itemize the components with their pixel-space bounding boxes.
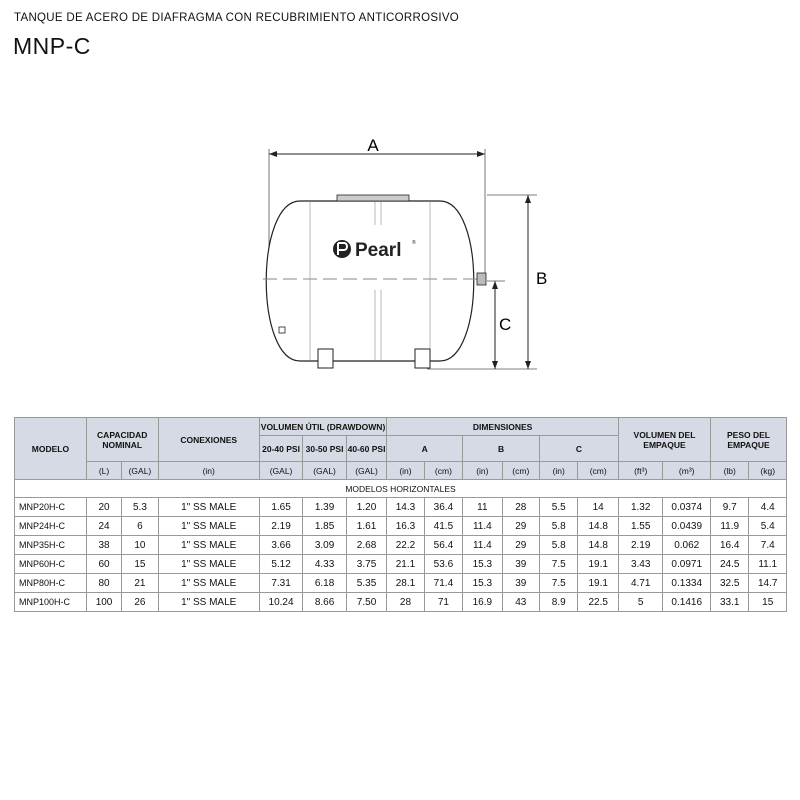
table-cell: 33.1	[711, 593, 749, 612]
unit-cell: (GAL)	[346, 462, 386, 480]
table-cell: 20	[86, 498, 121, 517]
section-label: MODELOS HORIZONTALES	[15, 480, 787, 498]
table-row	[15, 574, 787, 593]
table-cell: 5.12	[259, 555, 303, 574]
dim-c-label: C	[499, 315, 512, 334]
unit-cell: (L)	[86, 462, 121, 480]
dim-a-label: A	[367, 136, 379, 155]
header-modelo: MODELO	[15, 418, 87, 480]
unit-cell: (ft³)	[618, 462, 663, 480]
table-row	[15, 517, 787, 536]
table-cell: 4.33	[303, 555, 347, 574]
unit-cell: (cm)	[502, 462, 539, 480]
table-cell: 1.85	[303, 517, 347, 536]
table-cell: 5.4	[749, 517, 787, 536]
table-cell: 7.5	[540, 574, 578, 593]
table-cell: 5.8	[540, 517, 578, 536]
unit-cell: (lb)	[711, 462, 749, 480]
table-cell: 1.65	[259, 498, 303, 517]
header-dim-c: C	[540, 436, 619, 462]
table-cell: 6.18	[303, 574, 347, 593]
unit-cell: (GAL)	[122, 462, 158, 480]
foot-right	[415, 349, 430, 368]
table-cell: 1.39	[303, 498, 347, 517]
header-dimensiones: DIMENSIONES	[387, 418, 619, 436]
header-volumen-util: VOLUMEN ÚTIL (DRAWDOWN)	[259, 418, 386, 436]
table-cell: 11	[463, 498, 502, 517]
model-cell: MNP60H-C	[15, 555, 87, 574]
table-cell: 1.55	[618, 517, 663, 536]
table-cell: 11.4	[463, 517, 502, 536]
table-cell: 9.7	[711, 498, 749, 517]
table-cell: 11.1	[749, 555, 787, 574]
table-cell: 28	[502, 498, 539, 517]
specifications-table	[14, 417, 787, 612]
model-cell: MNP80H-C	[15, 574, 87, 593]
unit-cell: (in)	[158, 462, 259, 480]
table-cell: 32.5	[711, 574, 749, 593]
table-row	[15, 555, 787, 574]
table-cell: 0.0374	[663, 498, 711, 517]
table-cell: 4.4	[749, 498, 787, 517]
table-cell: 14.3	[387, 498, 424, 517]
table-row	[15, 536, 787, 555]
table-cell: 0.0971	[663, 555, 711, 574]
table-cell: 19.1	[578, 555, 619, 574]
unit-cell: (in)	[463, 462, 502, 480]
outlet-fitting	[477, 273, 486, 285]
table-cell: 1.61	[346, 517, 386, 536]
table-cell: 3.09	[303, 536, 347, 555]
table-cell: 10	[122, 536, 158, 555]
table-cell: 1" SS MALE	[158, 555, 259, 574]
dim-b-label: B	[536, 269, 548, 288]
table-cell: 7.5	[540, 555, 578, 574]
unit-cell: (m³)	[663, 462, 711, 480]
table-cell: 14	[578, 498, 619, 517]
table-cell: 22.5	[578, 593, 619, 612]
table-cell: 80	[86, 574, 121, 593]
table-cell: 16.3	[387, 517, 424, 536]
table-cell: 26	[122, 593, 158, 612]
table-cell: 43	[502, 593, 539, 612]
header-psi-30-50: 30-50 PSI	[303, 436, 347, 462]
table-cell: 4.71	[618, 574, 663, 593]
unit-cell: (GAL)	[303, 462, 347, 480]
table-cell: 24	[86, 517, 121, 536]
table-cell: 60	[86, 555, 121, 574]
table-cell: 53.6	[424, 555, 462, 574]
header-psi-20-40: 20-40 PSI	[259, 436, 303, 462]
header-psi-40-60: 40-60 PSI	[346, 436, 386, 462]
model-cell: MNP35H-C	[15, 536, 87, 555]
table-cell: 71	[424, 593, 462, 612]
model-cell: MNP24H-C	[15, 517, 87, 536]
table-cell: 24.5	[711, 555, 749, 574]
model-cell: MNP20H-C	[15, 498, 87, 517]
table-cell: 71.4	[424, 574, 462, 593]
table-cell: 39	[502, 574, 539, 593]
table-cell: 15	[749, 593, 787, 612]
table-cell: 2.19	[259, 517, 303, 536]
table-cell: 0.062	[663, 536, 711, 555]
table-cell: 2.19	[618, 536, 663, 555]
table-cell: 8.66	[303, 593, 347, 612]
unit-cell: (cm)	[578, 462, 619, 480]
unit-cell: (in)	[540, 462, 578, 480]
table-cell: 16.9	[463, 593, 502, 612]
table-cell: 22.2	[387, 536, 424, 555]
header-dim-b: B	[463, 436, 540, 462]
table-cell: 38	[86, 536, 121, 555]
table-cell: 28	[387, 593, 424, 612]
table-cell: 5.8	[540, 536, 578, 555]
table-cell: 5.35	[346, 574, 386, 593]
table-cell: 39	[502, 555, 539, 574]
table-cell: 15	[122, 555, 158, 574]
table-cell: 7.4	[749, 536, 787, 555]
table-cell: 7.50	[346, 593, 386, 612]
table-row	[15, 498, 787, 517]
table-cell: 21	[122, 574, 158, 593]
table-cell: 28.1	[387, 574, 424, 593]
table-cell: 0.1334	[663, 574, 711, 593]
table-cell: 19.1	[578, 574, 619, 593]
model-title: MNP-C	[13, 33, 91, 59]
brand-name: Pearl	[355, 240, 402, 261]
table-cell: 14.7	[749, 574, 787, 593]
table-row	[15, 593, 787, 612]
table-cell: 100	[86, 593, 121, 612]
table-cell: 1" SS MALE	[158, 517, 259, 536]
tank-body	[266, 201, 474, 361]
table-cell: 1.32	[618, 498, 663, 517]
table-cell: 1" SS MALE	[158, 498, 259, 517]
table-cell: 5	[618, 593, 663, 612]
header-peso-empaque: PESO DEL EMPAQUE	[711, 418, 787, 462]
table-cell: 15.3	[463, 555, 502, 574]
unit-cell: (cm)	[424, 462, 462, 480]
table-cell: 16.4	[711, 536, 749, 555]
table-cell: 56.4	[424, 536, 462, 555]
table-cell: 1" SS MALE	[158, 536, 259, 555]
table-cell: 11.9	[711, 517, 749, 536]
unit-cell: (GAL)	[259, 462, 303, 480]
table-cell: 1.20	[346, 498, 386, 517]
table-cell: 29	[502, 517, 539, 536]
table-cell: 11.4	[463, 536, 502, 555]
table-cell: 0.1416	[663, 593, 711, 612]
table-cell: 36.4	[424, 498, 462, 517]
table-cell: 14.8	[578, 517, 619, 536]
product-subtitle: TANQUE DE ACERO DE DIAFRAGMA CON RECUBRIMIENTO ANTICORROSIVO	[14, 12, 460, 24]
table-cell: 5.3	[122, 498, 158, 517]
unit-cell: (kg)	[749, 462, 787, 480]
table-cell: 15.3	[463, 574, 502, 593]
table-cell: 1" SS MALE	[158, 593, 259, 612]
table-cell: 29	[502, 536, 539, 555]
header-conexiones: CONEXIONES	[158, 418, 259, 462]
brand-registered-mark: ®	[412, 240, 416, 246]
top-bracket	[337, 195, 409, 201]
table-cell: 10.24	[259, 593, 303, 612]
table-cell: 6	[122, 517, 158, 536]
header-volumen-empaque: VOLUMEN DEL EMPAQUE	[618, 418, 710, 462]
table-cell: 41.5	[424, 517, 462, 536]
table-cell: 3.66	[259, 536, 303, 555]
table-cell: 3.75	[346, 555, 386, 574]
table-cell: 21.1	[387, 555, 424, 574]
foot-left	[318, 349, 333, 368]
table-cell: 1" SS MALE	[158, 574, 259, 593]
table-cell: 8.9	[540, 593, 578, 612]
header-dim-a: A	[387, 436, 463, 462]
table-cell: 14.8	[578, 536, 619, 555]
model-cell: MNP100H-C	[15, 593, 87, 612]
table-cell: 2.68	[346, 536, 386, 555]
unit-cell: (in)	[387, 462, 424, 480]
table-cell: 3.43	[618, 555, 663, 574]
header-capacidad: CAPACIDAD NOMINAL	[86, 418, 158, 462]
tank-diagram	[255, 125, 555, 385]
table-cell: 0.0439	[663, 517, 711, 536]
table-cell: 7.31	[259, 574, 303, 593]
table-cell: 5.5	[540, 498, 578, 517]
